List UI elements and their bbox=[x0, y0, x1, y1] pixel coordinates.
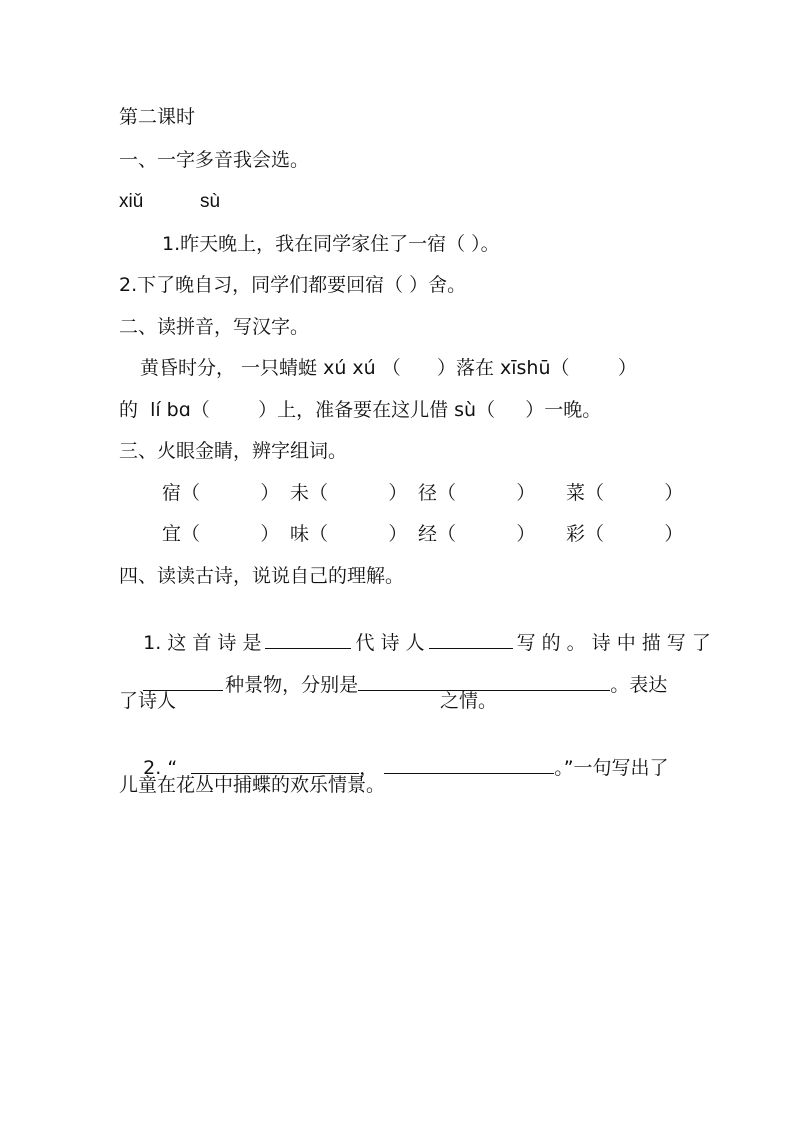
s3-row-2-item: 彩（ ） bbox=[566, 523, 684, 545]
section-2-heading: 二、读拼音，写汉字。 bbox=[119, 316, 310, 338]
blank-line[interactable] bbox=[384, 755, 554, 774]
blank-line[interactable] bbox=[265, 630, 351, 649]
s3-row-1-item: 未（ ） bbox=[290, 482, 408, 504]
s3-row-2-item: 味（ ） bbox=[290, 523, 408, 545]
s4-q2-text-b: ， bbox=[359, 757, 379, 779]
section-3-heading: 三、火眼金睛，辨字组词。 bbox=[119, 440, 348, 462]
s1-question-1: 1.昨天晚上，我在同学家住了一宿（ ）。 bbox=[162, 233, 500, 255]
s3-row-1-item: 宿（ ） bbox=[162, 482, 280, 504]
s4-q1-line2-text-a: 种景物，分别是 bbox=[225, 674, 359, 696]
pinyin-option-2: sù bbox=[200, 191, 221, 212]
s2-line-2: 的 lí bɑ（ ）上，准备要在这儿借 sù（ ）一晚。 bbox=[119, 399, 602, 421]
s4-q1-line-3a: 了诗人 bbox=[119, 690, 177, 712]
s3-row-2-item: 经（ ） bbox=[418, 523, 536, 545]
blank-line[interactable] bbox=[429, 630, 513, 649]
s4-q2-text-a: 2. “ bbox=[143, 757, 178, 779]
s4-q1-line-2 bbox=[119, 648, 667, 721]
s3-row-1-item: 径（ ） bbox=[418, 482, 536, 504]
s4-q1-text-a: 1. 这 首 诗 是 bbox=[143, 632, 262, 654]
s1-question-2: 2.下了晚自习，同学们都要回宿（ ）舍。 bbox=[119, 274, 467, 296]
s4-q1-line2-text-b: 。表达 bbox=[610, 674, 668, 696]
s4-q2-line-2: 儿童在花丛中捕蝶的欢乐情景。 bbox=[119, 774, 386, 796]
section-1-heading: 一、一字多音我会选。 bbox=[119, 149, 310, 171]
s3-row-1-item: 菜（ ） bbox=[566, 482, 684, 504]
s4-q1-text-c: 写 的 。 诗 中 描 写 了 bbox=[516, 632, 711, 654]
page-title: 第二课时 bbox=[119, 106, 196, 128]
s2-line-1: 黄昏时分， 一只蜻蜓 xú xú （ ）落在 xīshū（ ） bbox=[140, 357, 637, 379]
blank-line[interactable] bbox=[191, 755, 359, 774]
s3-row-2-item: 宜（ ） bbox=[162, 523, 280, 545]
s4-q2-text-c: 。”一句写出了 bbox=[554, 757, 669, 779]
s4-q1-line-3b: 之情。 bbox=[440, 690, 498, 712]
pinyin-option-1: xiǔ bbox=[119, 191, 144, 212]
s4-q1-text-b: 代 诗 人 bbox=[355, 632, 425, 654]
section-4-heading: 四、读读古诗，说说自己的理解。 bbox=[119, 565, 405, 587]
